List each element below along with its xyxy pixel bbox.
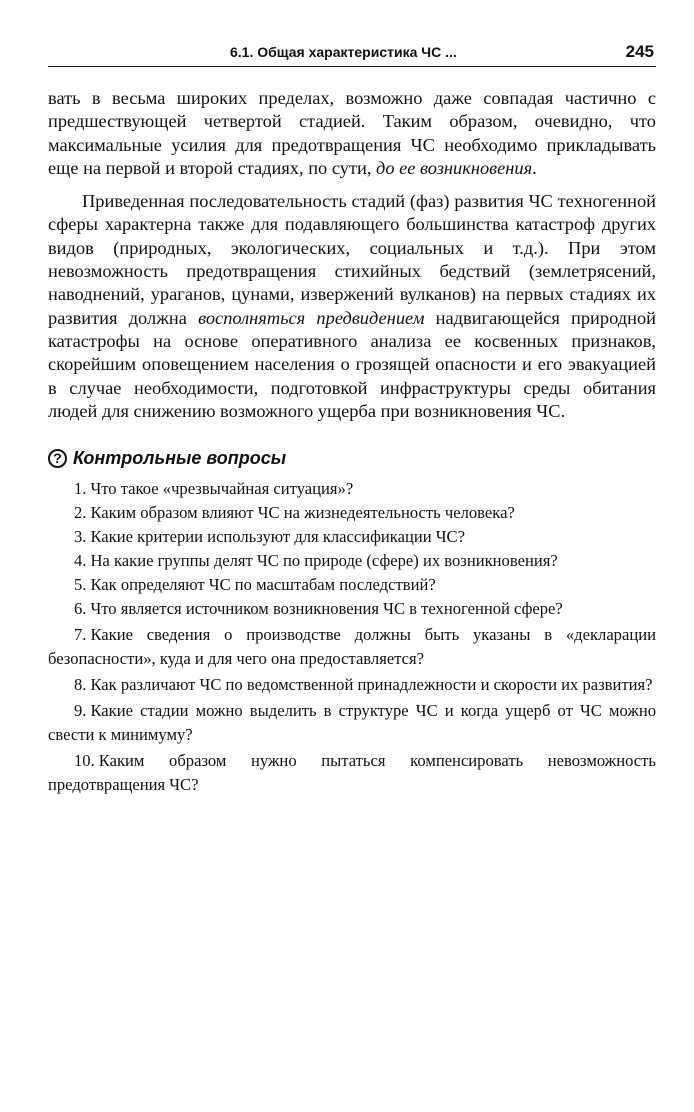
question-text: Какие критерии используют для классификации ЧС? <box>90 527 465 547</box>
question-item <box>48 501 656 525</box>
paragraph-text: вать в весьма широких пределах, возможно даже совпадая частично с предшествующей четвертой стадией. Таким образом, очевидно, что максимальные усилия для предотвращения ЧС необходимо прикладывать еще на первой и второй стадиях, по сути, <box>48 88 656 178</box>
question-number: 10. <box>74 751 95 771</box>
body-text <box>48 87 656 423</box>
book-page <box>48 36 656 797</box>
question-text: Как различают ЧС по ведомственной принадлежности и скорости их развития? <box>90 675 653 695</box>
question-item <box>48 699 656 747</box>
question-circle-icon: ? <box>48 449 67 468</box>
question-item <box>48 597 656 621</box>
paragraph-tail: надвигающейся природной катастрофы на основе оперативного анализа ее косвенных признаков, скорейшим оповещением населения о грозящей опасности и его эвакуацией в случае необходимости, подготовкой инфраструктуры среды обитания людей для снижению возможного ущерба при возникновения ЧС. <box>48 307 656 421</box>
question-number: 5. <box>74 575 87 595</box>
questions-list <box>48 477 656 797</box>
paragraph-emphasis: до ее возникновения <box>376 157 533 178</box>
question-text: Какие сведения о производстве должны быть указаны в «декларации безопасности», куда и для чего она предоставляется? <box>48 625 656 669</box>
paragraph-emphasis: восполняться предвидением <box>198 307 425 328</box>
question-number: 1. <box>74 479 87 499</box>
question-number: 8. <box>74 675 87 695</box>
running-head <box>48 36 656 67</box>
question-number: 7. <box>74 625 87 645</box>
question-item <box>48 549 656 573</box>
question-text: Каким образом нужно пытаться компенсировать невозможность предотвращения ЧС? <box>48 751 656 795</box>
question-text: На какие группы делят ЧС по природе (сфере) их возникновения? <box>90 551 558 571</box>
question-item <box>48 673 656 697</box>
question-text: Что такое «чрезвычайная ситуация»? <box>90 479 354 499</box>
question-number: 4. <box>74 551 87 571</box>
question-number: 6. <box>74 599 87 619</box>
section-heading <box>48 445 656 471</box>
paragraph-tail: . <box>532 157 537 178</box>
question-number: 2. <box>74 503 87 523</box>
paragraph-text: Приведенная последовательность стадий (фаз) развития ЧС техногенной сферы характерна также для подавляющего большинства катастроф других видов (природных, экологических, социальных и т.д.). При этом невозможность предотвращения стихийных бедствий (землетрясений, наводнений, ураганов, цунами, извержений вулканов) на первых стадиях их развития должна <box>48 191 656 328</box>
question-item <box>48 623 656 671</box>
question-text: Что является источником возникновения ЧС в техногенной сфере? <box>90 599 563 619</box>
question-number: 9. <box>74 701 87 721</box>
question-text: Каким образом влияют ЧС на жизнедеятельность человека? <box>90 503 515 523</box>
question-text: Как определяют ЧС по масштабам последствий? <box>90 575 436 595</box>
section-title: Контрольные вопросы <box>73 447 287 468</box>
question-item <box>48 573 656 597</box>
question-text: Какие стадии можно выделить в структуре ЧС и когда ущерб от ЧС можно свести к минимуму? <box>48 701 656 745</box>
running-title: 6.1. Общая характеристика ЧС ... <box>230 44 457 60</box>
question-item <box>48 525 656 549</box>
page-number: 245 <box>625 42 654 61</box>
question-number: 3. <box>74 527 87 547</box>
question-item <box>48 749 656 797</box>
paragraph-continuation <box>48 87 656 180</box>
question-item <box>48 477 656 501</box>
paragraph-stages <box>48 190 656 423</box>
